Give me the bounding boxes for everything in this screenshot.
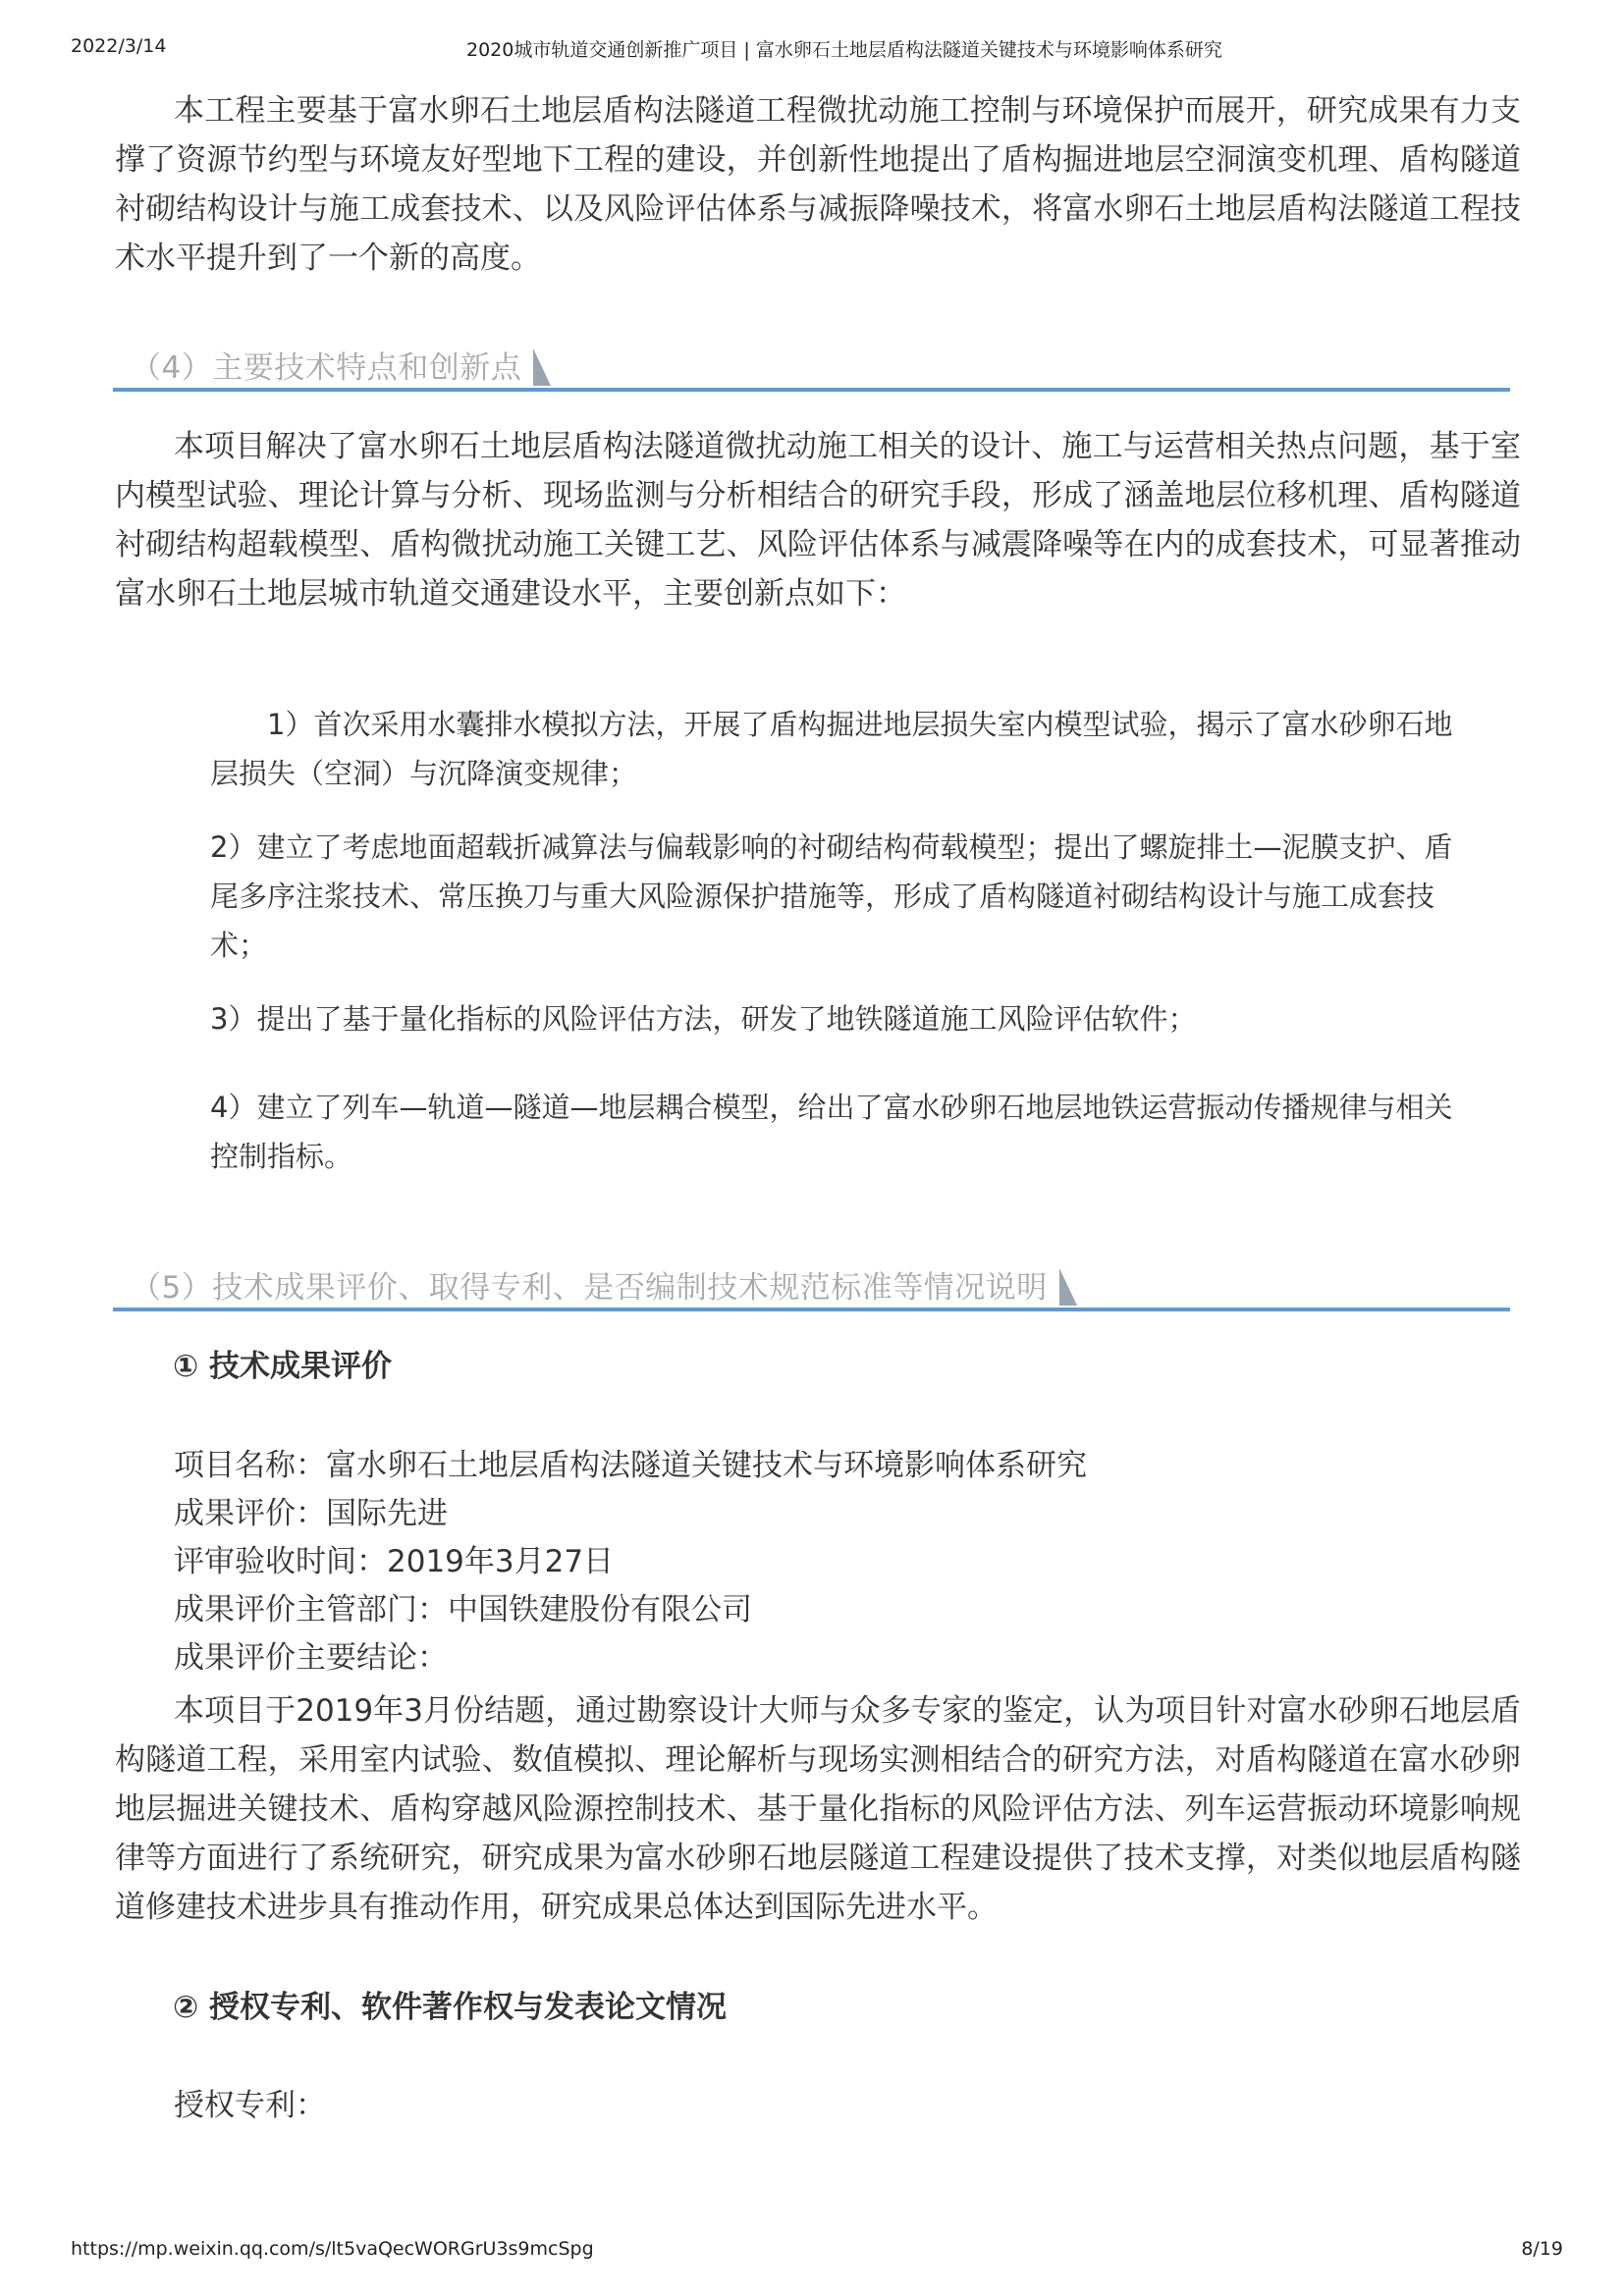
department-label: 成果评价主管部门： <box>174 1592 448 1628</box>
project-name-row <box>174 1446 1087 1485</box>
evaluation-label: 成果评价： <box>174 1496 326 1531</box>
subheading-technical-evaluation: ① 技术成果评价 <box>173 1349 393 1384</box>
conclusion-label: 成果评价主要结论： <box>174 1640 448 1676</box>
evaluation-row <box>174 1494 448 1533</box>
heading-flag-icon <box>533 348 551 386</box>
project-name-value: 富水卵石土地层盾构法隧道关键技术与环境影响体系研究 <box>326 1448 1087 1483</box>
print-date: 2022/3/14 <box>71 35 167 57</box>
conclusion-label-row <box>174 1638 448 1678</box>
intro-paragraph: 本工程主要基于富水卵石土地层盾构法隧道工程微扰动施工控制与环境保护而展开，研究成果有力支撑了资源节约型与环境友好型地下工程的建设，并创新性地提出了盾构掘进地层空洞演变机理、盾构隧道衬砌结构设计与施工成套技术、以及风险评估体系与减振降噪技术，将富水卵石土地层盾构法隧道工程技术水平提升到了一个新的高度。 <box>115 93 1521 276</box>
section-5-heading-text: （5）技术成果评价、取得专利、是否编制技术规范标准等情况说明 <box>131 1270 1048 1306</box>
section-4-heading-text: （4）主要技术特点和创新点 <box>131 350 522 386</box>
section-4-heading <box>113 348 1510 392</box>
review-date-value: 2019年3月27日 <box>387 1544 615 1579</box>
conclusion-paragraph: 本项目于2019年3月份结题，通过勘察设计大师与众多专家的鉴定，认为项目针对富水砂卵石地层盾构隧道工程，采用室内试验、数值模拟、理论解析与现场实测相结合的研究方法，对盾构隧道在富水砂卵地层掘进关键技术、盾构穿越风险源控制技术、基于量化指标的风险评估方法、列车运营振动环境影响规律等方面进行了系统研究，研究成果为富水砂卵石地层隧道工程建设提供了技术支撑，对类似地层盾构隧道修建技术进步具有推动作用，研究成果总体达到国际先进水平。 <box>115 1693 1521 1925</box>
section-4-paragraph: 本项目解决了富水卵石土地层盾构法隧道微扰动施工相关的设计、施工与运营相关热点问题，基于室内模型试验、理论计算与分析、现场监测与分析相结合的研究手段，形成了涵盖地层位移机理、盾构隧道衬砌结构超载模型、盾构微扰动施工关键工艺、风险评估体系与减震降噪等在内的成套技术，可显著推动富水卵石土地层城市轨道交通建设水平，主要创新点如下： <box>115 429 1521 612</box>
department-value: 中国铁建股份有限公司 <box>448 1592 752 1628</box>
heading-flag-icon <box>1059 1268 1077 1306</box>
review-date-row <box>174 1542 614 1581</box>
patents-label: 授权专利： <box>174 2088 326 2123</box>
print-url: https://mp.weixin.qq.com/s/lt5vaQecWORGrU3s9mcSpg <box>71 2238 594 2260</box>
print-title: 2020城市轨道交通创新推广项目 | 富水卵石土地层盾构法隧道关键技术与环境影响体系研究 <box>466 39 1222 61</box>
patents-row <box>174 2086 326 2125</box>
department-row <box>174 1590 752 1629</box>
page-number: 8/19 <box>1521 2238 1563 2260</box>
innovation-item-2: 2）建立了考虑地面超载折减算法与偏载影响的衬砌结构荷载模型；提出了螺旋排土—泥膜支护、盾尾多序注浆技术、常压换刀与重大风险源保护措施等，形成了盾构隧道衬砌结构设计与施工成套技术； <box>210 830 1453 962</box>
review-date-label: 评审验收时间： <box>174 1544 387 1579</box>
innovation-item-3: 3）提出了基于量化指标的风险评估方法，研发了地铁隧道施工风险评估软件； <box>210 1002 1197 1036</box>
subheading-patents: ② 授权专利、软件著作权与发表论文情况 <box>173 1990 728 2025</box>
section-5-heading <box>113 1268 1510 1311</box>
innovation-item-4: 4）建立了列车—轨道—隧道—地层耦合模型，给出了富水砂卵石地层地铁运营振动传播规律与相关控制指标。 <box>210 1091 1453 1173</box>
innovation-item-1: 1）首次采用水囊排水模拟方法，开展了盾构掘进地层损失室内模型试验，揭示了富水砂卵石地层损失（空洞）与沉降演变规律； <box>210 708 1453 790</box>
evaluation-value: 国际先进 <box>326 1496 448 1531</box>
project-name-label: 项目名称： <box>174 1448 326 1483</box>
